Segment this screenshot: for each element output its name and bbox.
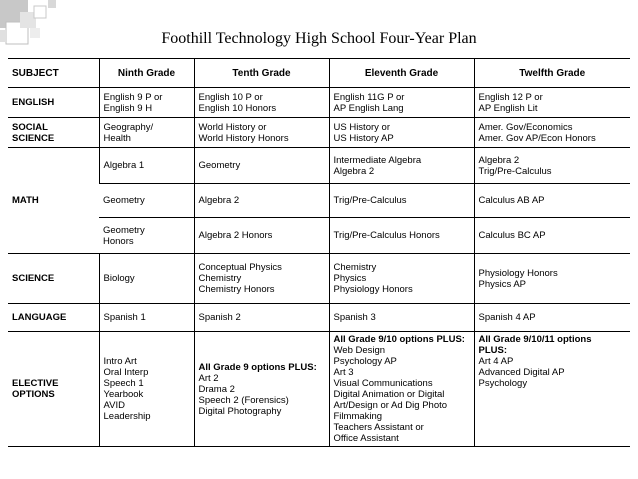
cell-line: OPTIONS: [12, 389, 55, 400]
elective-twelfth: [474, 332, 630, 447]
cell-line: Amer. Gov/Economics: [478, 121, 573, 133]
cell-line: Honors: [103, 235, 134, 247]
science-row: [8, 254, 630, 304]
math-eleventh-3: Trig/Pre-Calculus Honors: [329, 218, 474, 254]
cell-line: English 9 P or: [103, 91, 163, 103]
science-subject: SCIENCE: [8, 254, 99, 304]
math-eleventh-2: Trig/Pre-Calculus: [329, 184, 474, 218]
cell-line: Physiology Honors: [333, 284, 413, 295]
cell-line: Digital Animation or Digital: [333, 389, 445, 400]
cell-line: Chemistry Honors: [198, 284, 275, 295]
cell-line: ELECTIVE: [12, 378, 59, 389]
cell-line: World History or: [198, 121, 267, 133]
language-twelfth: Spanish 4 AP: [474, 304, 630, 332]
elective-row: [8, 332, 630, 447]
cell-line: Art 3: [333, 367, 354, 378]
social-science-subject: [8, 118, 99, 148]
math-subject: MATH: [8, 148, 99, 254]
english-subject: ENGLISH: [8, 88, 99, 118]
math-tenth-2: Algebra 2: [194, 184, 329, 218]
cell-line: Speech 2 (Forensics): [198, 394, 289, 406]
cell-line: Chemistry: [333, 262, 377, 273]
math-row-1: [8, 148, 630, 184]
cell-line: Filmmaking: [333, 411, 383, 422]
language-ninth: Spanish 1: [99, 304, 194, 332]
math-ninth-1: Algebra 1: [99, 148, 194, 184]
cell-line: Art 4 AP: [478, 356, 514, 367]
header-ninth: Ninth Grade: [99, 59, 194, 88]
math-twelfth-1: [474, 148, 630, 184]
social-tenth: [194, 118, 329, 148]
cell-line: Intermediate Algebra: [333, 154, 422, 166]
cell-line: Intro Art: [103, 356, 137, 367]
header-row: [8, 59, 630, 88]
cell-line: Office Assistant: [333, 433, 399, 444]
cell-line: Drama 2: [198, 383, 235, 395]
cell-line: Physics: [333, 273, 367, 284]
cell-line: US History or: [333, 121, 390, 133]
math-twelfth-2: Calculus AB AP: [474, 184, 630, 218]
cell-line: Teachers Assistant or: [333, 422, 424, 433]
elective-eleventh: [329, 332, 474, 447]
cell-line: Conceptual Physics: [198, 262, 282, 273]
cell-line: Algebra 2: [478, 154, 520, 166]
science-eleventh: [329, 254, 474, 304]
cell-line: SCIENCE: [12, 132, 55, 144]
cell-line: Advanced Digital AP: [478, 367, 565, 378]
cell-line: English 11G P or: [333, 91, 405, 103]
header-subject: SUBJECT: [8, 59, 99, 88]
elective-eleventh-heading: All Grade 9/10 options PLUS:: [333, 334, 465, 345]
cell-line: English 9 H: [103, 102, 153, 114]
english-eleventh: [329, 88, 474, 118]
page-title: Foothill Technology High School Four-Year Plan: [161, 30, 477, 47]
english-twelfth: [474, 88, 630, 118]
science-twelfth: [474, 254, 630, 304]
cell-line: Physiology Honors: [478, 267, 558, 279]
cell-line: Art/Design or Ad Dig Photo: [333, 400, 448, 411]
language-row: [8, 304, 630, 332]
social-science-row: [8, 118, 630, 148]
cell-line: Amer. Gov AP/Econ Honors: [478, 132, 596, 144]
header-twelfth: Twelfth Grade: [474, 59, 630, 88]
header-eleventh: Eleventh Grade: [329, 59, 474, 88]
cell-line: Psychology: [478, 378, 528, 389]
english-row: [8, 88, 630, 118]
math-tenth-1: Geometry: [194, 148, 329, 184]
cell-line: US History AP: [333, 132, 394, 144]
math-ninth-3: [99, 218, 194, 254]
language-subject: LANGUAGE: [8, 304, 99, 332]
math-eleventh-1: [329, 148, 474, 184]
cell-line: Physics AP: [478, 278, 527, 290]
cell-line: English 12 P or: [478, 91, 543, 103]
math-row-3: [8, 218, 630, 254]
cell-line: AP English Lit: [478, 102, 538, 114]
language-tenth: Spanish 2: [194, 304, 329, 332]
cell-line: Yearbook: [103, 389, 144, 400]
social-ninth: [99, 118, 194, 148]
cell-line: Chemistry: [198, 273, 242, 284]
cell-line: English 10 P or: [198, 91, 263, 103]
cell-line: Visual Communications: [333, 378, 433, 389]
cell-line: Geometry: [103, 224, 145, 236]
cell-line: Leadership: [103, 411, 151, 422]
cell-line: Trig/Pre-Calculus: [478, 165, 552, 177]
cell-line: Speech 1: [103, 378, 144, 389]
math-ninth-2: Geometry: [99, 184, 194, 218]
math-tenth-3: Algebra 2 Honors: [194, 218, 329, 254]
cell-line: World History Honors: [198, 132, 289, 144]
cell-line: Web Design: [333, 345, 386, 356]
cell-line: AP English Lang: [333, 102, 404, 114]
cell-line: Geography/: [103, 121, 154, 133]
four-year-plan-table: [8, 58, 630, 447]
math-twelfth-3: Calculus BC AP: [474, 218, 630, 254]
social-eleventh: [329, 118, 474, 148]
english-ninth: [99, 88, 194, 118]
cell-line: Algebra 2: [333, 165, 375, 177]
elective-twelfth-heading: All Grade 9/10/11 options: [478, 334, 592, 345]
cell-line: Digital Photography: [198, 405, 282, 417]
elective-tenth-heading: All Grade 9 options PLUS:: [198, 361, 317, 373]
english-tenth: [194, 88, 329, 118]
elective-subject: [8, 332, 99, 447]
cell-line: Oral Interp: [103, 367, 149, 378]
cell-line: Health: [103, 132, 131, 144]
language-eleventh: Spanish 3: [329, 304, 474, 332]
social-twelfth: [474, 118, 630, 148]
cell-line: SOCIAL: [12, 121, 48, 133]
header-tenth: Tenth Grade: [194, 59, 329, 88]
cell-line: English 10 Honors: [198, 102, 277, 114]
cell-line: Art 2: [198, 372, 219, 384]
cell-line: AVID: [103, 400, 125, 411]
elective-twelfth-heading: PLUS:: [478, 345, 507, 356]
cell-line: Psychology AP: [333, 356, 397, 367]
science-tenth: [194, 254, 329, 304]
elective-ninth: [99, 332, 194, 447]
elective-tenth: [194, 332, 329, 447]
science-ninth: Biology: [99, 254, 194, 304]
math-row-2: [8, 184, 630, 218]
